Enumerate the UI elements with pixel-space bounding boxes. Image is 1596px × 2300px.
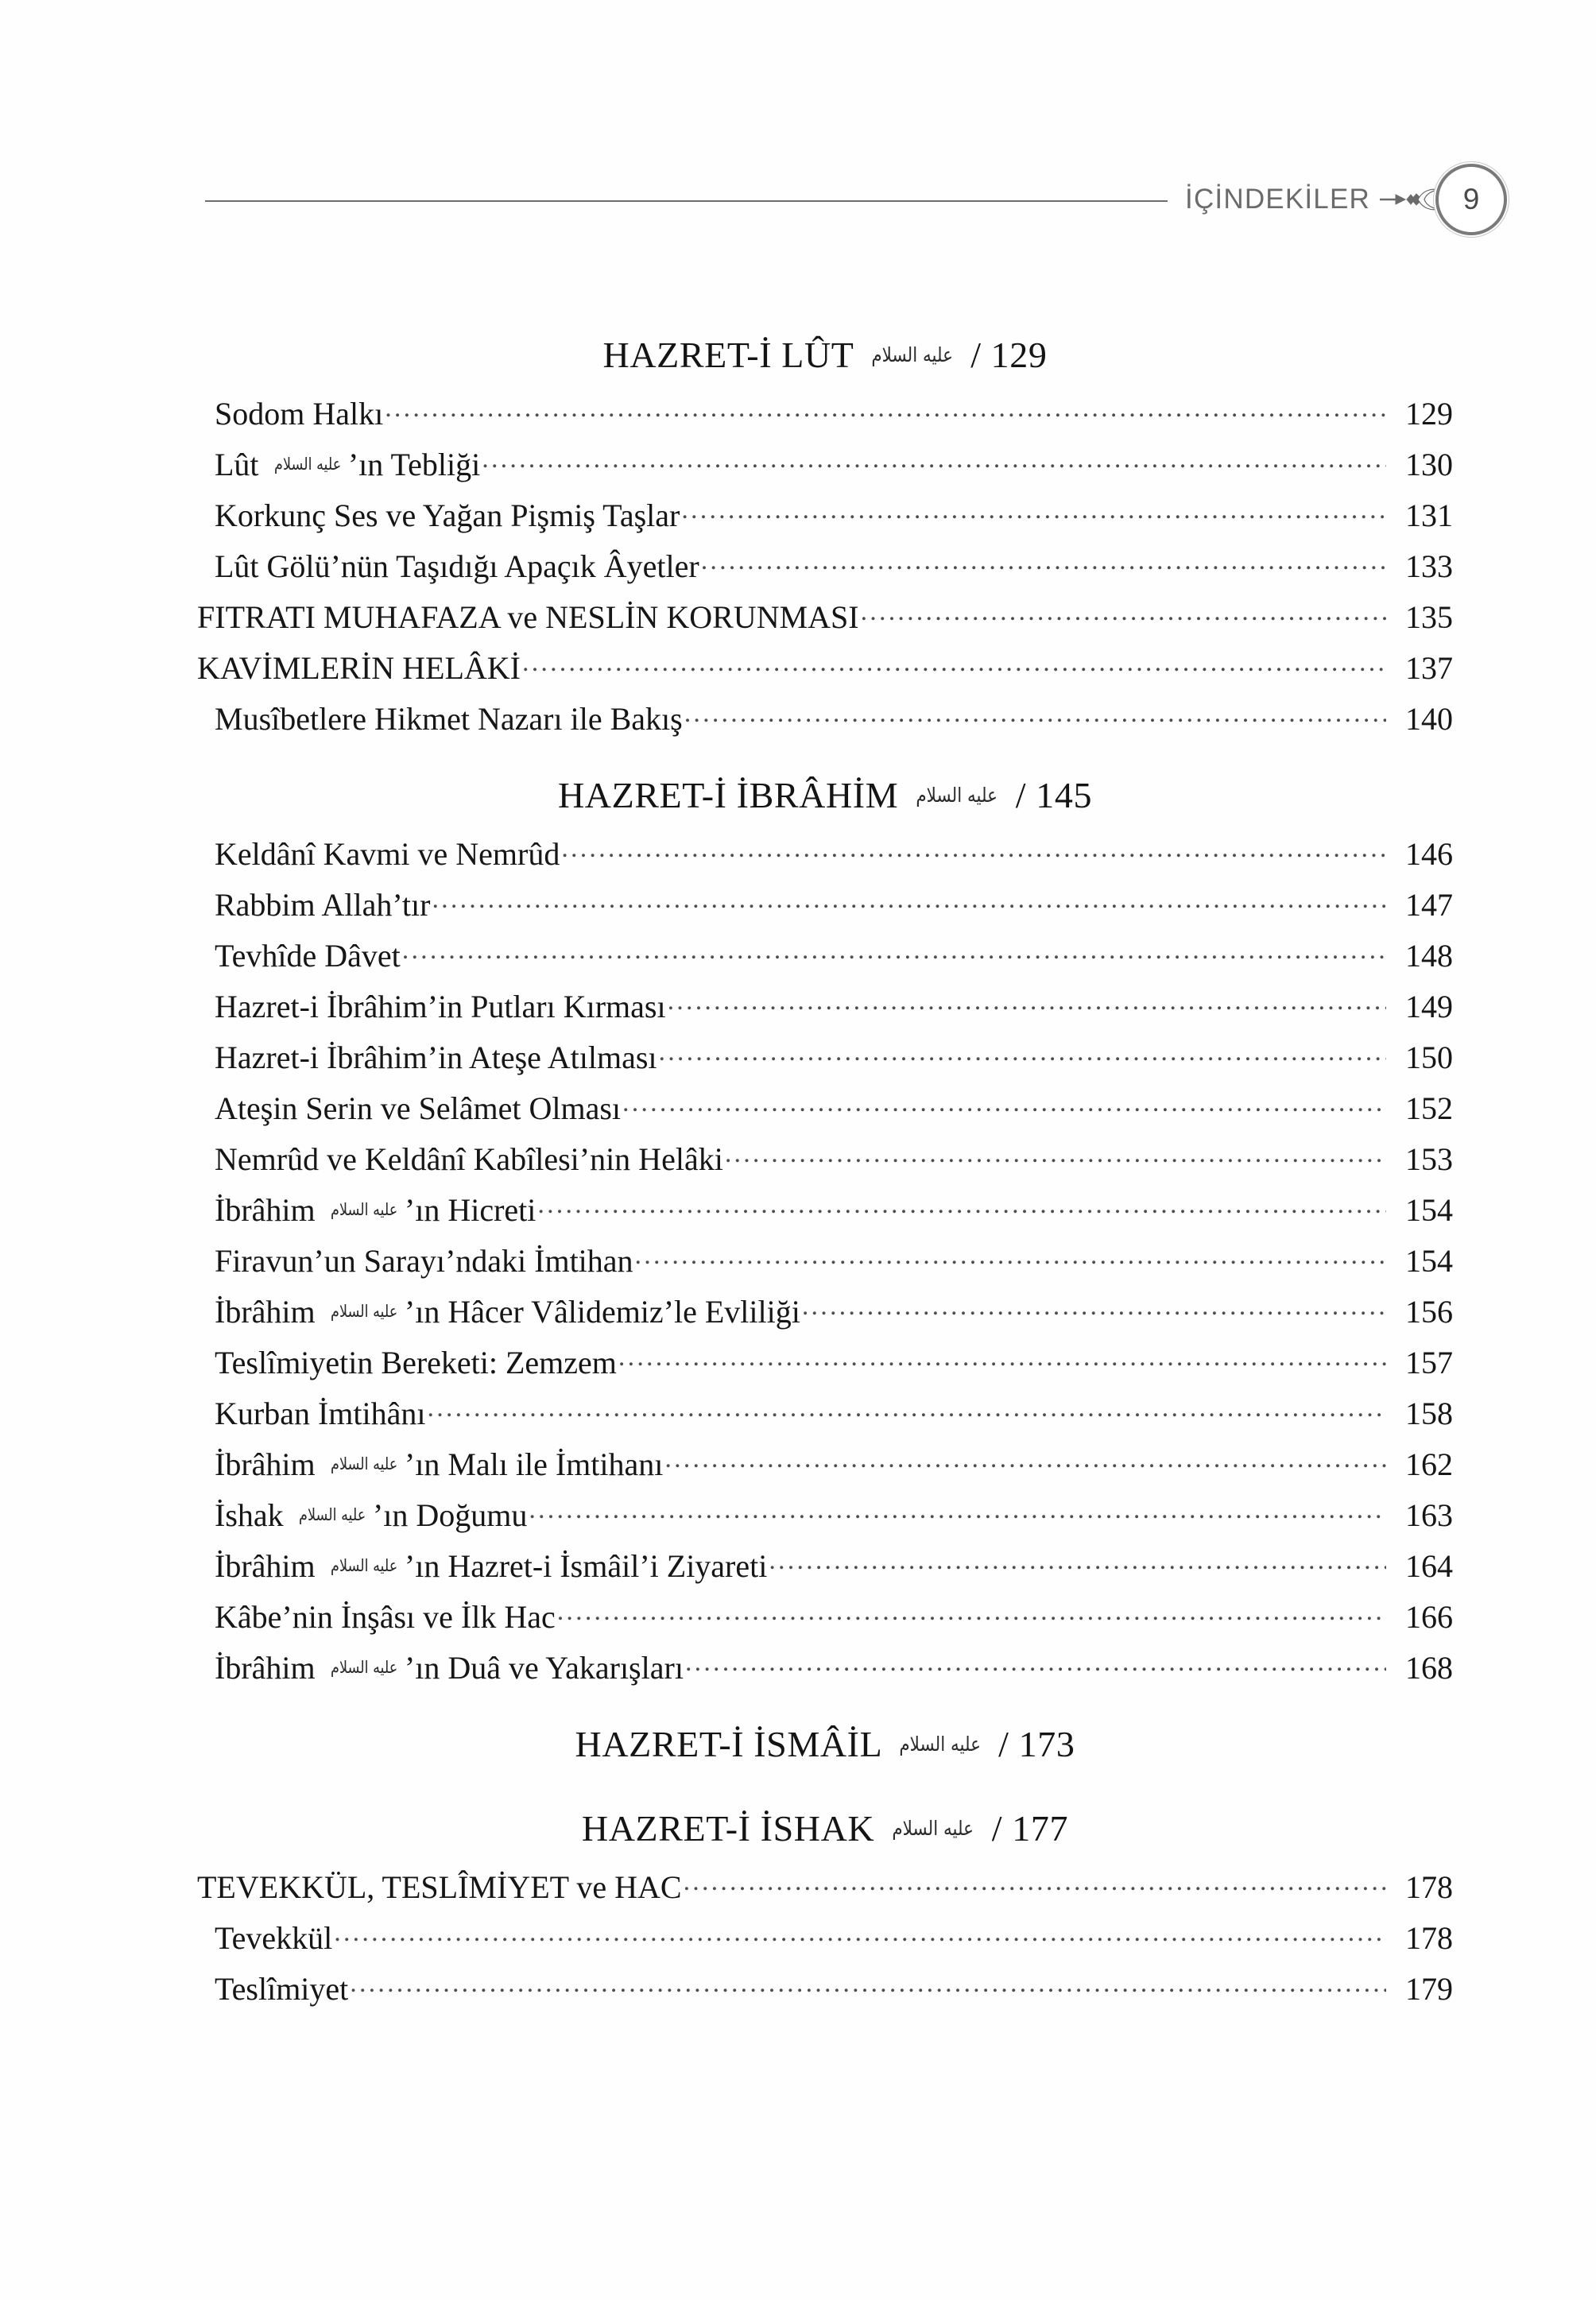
toc-entry-page-number: 135 <box>1405 599 1453 635</box>
toc-entry-label-text: İbrâhim <box>215 1650 323 1686</box>
honorific-glyph-icon: عليه السلام <box>916 783 998 807</box>
toc-entry-label: Firavun’un Sarayı’ndaki İmtihan <box>215 1243 633 1279</box>
toc-entry-label-text: ’ın Duâ ve Yakarışları <box>404 1650 684 1686</box>
toc-entry[interactable] <box>197 393 1453 430</box>
toc-entry[interactable] <box>197 1647 1453 1684</box>
toc-entry-page-number: 147 <box>1405 887 1453 923</box>
section-heading-title: HAZRET-İ LÛT <box>602 335 863 375</box>
toc-entry-page-number: 137 <box>1405 650 1453 686</box>
toc-entry-page-number: 152 <box>1405 1090 1453 1126</box>
toc-entry-page-number: 153 <box>1405 1141 1453 1177</box>
dot-leader <box>537 1189 1386 1221</box>
entry-gap <box>197 1684 1453 1698</box>
toc-entry-label <box>215 1192 537 1228</box>
toc-entry[interactable] <box>197 1866 1453 1903</box>
entry-gap <box>197 2005 1453 2019</box>
entry-gap <box>197 1954 1453 1968</box>
header-rule <box>205 200 1168 202</box>
section-heading <box>197 777 1453 814</box>
toc-entry-page-number: 157 <box>1405 1345 1453 1380</box>
toc-entry-label: Rabbim Allah’tır <box>215 887 431 923</box>
toc-entry-label <box>215 1548 768 1584</box>
toc-entry-label: Tevekkül <box>215 1920 333 1956</box>
entry-gap <box>197 684 1453 698</box>
heading-spacer <box>197 1782 1453 1810</box>
dot-leader <box>402 935 1386 966</box>
toc-entry[interactable] <box>197 545 1453 583</box>
toc-entry-page-number: 168 <box>1405 1650 1453 1686</box>
toc-entry-label-text: Lût <box>215 447 267 482</box>
ornamental-divider-icon <box>1380 184 1439 215</box>
toc-entry-label-text: ’ın Hâcer Vâlidemiz’le Evliliği <box>404 1294 800 1330</box>
toc-entry-label <box>215 449 480 481</box>
section-heading-page: / 129 <box>961 335 1048 375</box>
dot-leader <box>385 393 1386 424</box>
entry-gap <box>197 1277 1453 1291</box>
dot-leader <box>701 545 1386 577</box>
toc-entry-label: Lût Gölü’nün Taşıdığı Apaçık Âyetler <box>215 548 699 584</box>
entry-gap <box>197 735 1453 749</box>
entry-gap <box>197 430 1453 443</box>
header-title: İÇİNDEKİLER <box>1185 184 1370 215</box>
heading-spacer <box>197 749 1453 777</box>
toc-entry-page-number: 150 <box>1405 1040 1453 1075</box>
dot-leader <box>529 1494 1386 1526</box>
toc-entry[interactable] <box>197 1392 1453 1430</box>
toc-entry-page-number: 130 <box>1405 447 1453 482</box>
dot-leader <box>618 1342 1386 1373</box>
dot-leader <box>482 443 1386 475</box>
toc-entry-label <box>215 1497 528 1533</box>
entry-gap <box>197 1125 1453 1138</box>
honorific-glyph-icon: عليه السلام <box>273 455 341 474</box>
toc-entry[interactable] <box>197 1189 1453 1226</box>
toc-entry-label-text: ’ın Malı ile İmtihanı <box>404 1446 664 1482</box>
toc-entry-page-number: 154 <box>1405 1243 1453 1279</box>
entry-gap <box>197 1379 1453 1392</box>
entry-gap <box>197 1481 1453 1494</box>
entry-gap <box>197 633 1453 647</box>
toc-entry-page-number: 162 <box>1405 1446 1453 1482</box>
entry-gap <box>197 1582 1453 1596</box>
toc-entry[interactable] <box>197 935 1453 972</box>
honorific-glyph-icon: عليه السلام <box>899 1732 981 1756</box>
toc-entry-page-number: 164 <box>1405 1548 1453 1584</box>
heading-spacer-bottom <box>197 814 1453 833</box>
section-heading-title: HAZRET-İ İBRÂHİM <box>557 775 908 815</box>
toc-entry-label: TEVEKKÜL, TESLÎMİYET ve HAC <box>197 1869 682 1905</box>
dot-leader <box>769 1545 1386 1577</box>
entry-gap <box>197 1430 1453 1443</box>
entry-gap <box>197 1903 1453 1917</box>
dot-leader <box>685 1647 1386 1679</box>
toc-entry-label-text: İshak <box>215 1497 292 1533</box>
toc-entry-label-text: ’ın Hicreti <box>404 1192 537 1228</box>
entry-gap <box>197 583 1453 596</box>
dot-leader <box>668 985 1386 1017</box>
dot-leader <box>557 1596 1386 1628</box>
toc-entry[interactable] <box>197 647 1453 684</box>
toc-entry-label-text: İbrâhim <box>215 1294 323 1330</box>
toc-entry[interactable] <box>197 1443 1453 1481</box>
heading-spacer-bottom <box>197 374 1453 393</box>
honorific-glyph-icon: عليه السلام <box>330 1556 397 1576</box>
dot-leader <box>635 1240 1386 1272</box>
toc-entry-label-text: İbrâhim <box>215 1446 323 1482</box>
toc-entry-label-text: ’ın Doğumu <box>372 1497 528 1533</box>
running-header <box>0 156 1596 243</box>
toc-entry-page-number: 179 <box>1405 1971 1453 2007</box>
entry-gap <box>197 870 1453 884</box>
toc-entry-label: Ateşin Serin ve Selâmet Olması <box>215 1090 622 1126</box>
section-heading <box>197 1726 1453 1763</box>
toc-entry-page-number: 140 <box>1405 701 1453 737</box>
dot-leader <box>802 1291 1386 1322</box>
dot-leader <box>725 1138 1386 1170</box>
table-of-contents <box>197 308 1453 2019</box>
entry-gap <box>197 481 1453 494</box>
toc-entry-label: Keldânî Kavmi ve Nemrûd <box>215 836 560 872</box>
heading-spacer-bottom <box>197 1847 1453 1866</box>
toc-entry-label: Musîbetlere Hikmet Nazarı ile Bakış <box>215 701 683 737</box>
dot-leader <box>659 1036 1386 1068</box>
toc-entry[interactable] <box>197 1596 1453 1633</box>
entry-gap <box>197 1328 1453 1342</box>
dot-leader <box>684 1866 1386 1898</box>
section-heading <box>197 1810 1453 1847</box>
toc-entry-label-text: İbrâhim <box>215 1192 323 1228</box>
toc-entry[interactable] <box>197 833 1453 870</box>
toc-entry-label: Tevhîde Dâvet <box>215 938 401 974</box>
dot-leader <box>432 884 1386 916</box>
toc-entry[interactable] <box>197 985 1453 1023</box>
dot-leader <box>522 647 1386 679</box>
dot-leader <box>561 833 1386 865</box>
honorific-glyph-icon: عليه السلام <box>330 1200 397 1220</box>
dot-leader <box>334 1917 1386 1949</box>
toc-entry[interactable] <box>197 1138 1453 1175</box>
toc-entry[interactable] <box>197 443 1453 481</box>
toc-entry-label: Kâbe’nin İnşâsı ve İlk Hac <box>215 1599 556 1635</box>
toc-entry-label: Teslîmiyet <box>215 1971 349 2007</box>
honorific-glyph-icon: عليه السلام <box>330 1302 397 1322</box>
toc-entry[interactable] <box>197 1917 1453 1954</box>
toc-entry[interactable] <box>197 1291 1453 1328</box>
section-heading-page: / 177 <box>982 1808 1069 1849</box>
toc-entry-label: Korkunç Ses ve Yağan Pişmiş Taşlar <box>215 498 680 533</box>
toc-entry-label: Teslîmiyetin Bereketi: Zemzem <box>215 1345 617 1380</box>
dot-leader <box>664 1443 1386 1475</box>
toc-entry[interactable] <box>197 1240 1453 1277</box>
entry-gap <box>197 1633 1453 1647</box>
honorific-glyph-icon: عليه السلام <box>330 1454 397 1474</box>
toc-entry-page-number: 178 <box>1405 1869 1453 1905</box>
toc-entry-label: FITRATI MUHAFAZA ve NESLİN KORUNMASI <box>197 599 859 635</box>
toc-entry-label <box>215 1652 684 1684</box>
toc-entry[interactable] <box>197 1342 1453 1379</box>
section-heading-title: HAZRET-İ İSMÂİL <box>575 1724 891 1764</box>
honorific-glyph-icon: عليه السلام <box>871 343 953 366</box>
honorific-glyph-icon: عليه السلام <box>298 1505 366 1525</box>
toc-entry-label: KAVİMLERİN HELÂKİ <box>197 650 521 686</box>
toc-entry-label-text: İbrâhim <box>215 1548 323 1584</box>
entry-gap <box>197 1531 1453 1545</box>
toc-entry[interactable] <box>197 1494 1453 1531</box>
section-heading <box>197 337 1453 374</box>
toc-entry[interactable] <box>197 698 1453 735</box>
toc-entry-page-number: 129 <box>1405 396 1453 432</box>
toc-entry-label <box>215 1446 664 1482</box>
toc-entry-page-number: 131 <box>1405 498 1453 533</box>
toc-entry-label: Kurban İmtihânı <box>215 1396 426 1431</box>
toc-entry-page-number: 163 <box>1405 1497 1453 1533</box>
entry-gap <box>197 972 1453 985</box>
toc-entry-page-number: 146 <box>1405 836 1453 872</box>
honorific-glyph-icon: عليه السلام <box>892 1816 974 1840</box>
toc-entry[interactable] <box>197 596 1453 633</box>
dot-leader <box>622 1087 1386 1119</box>
toc-entry-label <box>215 1296 800 1328</box>
entry-gap <box>197 921 1453 935</box>
dot-leader <box>350 1968 1386 2000</box>
toc-entry-page-number: 156 <box>1405 1294 1453 1330</box>
honorific-glyph-icon: عليه السلام <box>330 1658 397 1678</box>
entry-gap <box>197 1074 1453 1087</box>
toc-entry-label-text: ’ın Tebliği <box>347 447 481 482</box>
entry-gap <box>197 1226 1453 1240</box>
entry-gap <box>197 532 1453 545</box>
toc-entry[interactable] <box>197 884 1453 921</box>
toc-entry-page-number: 166 <box>1405 1599 1453 1635</box>
toc-entry-page-number: 148 <box>1405 938 1453 974</box>
heading-spacer-bottom <box>197 1763 1453 1782</box>
toc-entry[interactable] <box>197 1968 1453 2005</box>
dot-leader <box>861 596 1386 628</box>
toc-entry-page-number: 149 <box>1405 989 1453 1024</box>
toc-entry-page-number: 178 <box>1405 1920 1453 1956</box>
section-heading-title: HAZRET-İ İSHAK <box>581 1808 885 1849</box>
section-heading-page: / 145 <box>1005 775 1093 815</box>
toc-entry-label: Hazret-i İbrâhim’in Putları Kırması <box>215 989 666 1024</box>
toc-entry-page-number: 158 <box>1405 1396 1453 1431</box>
toc-entry-label: Sodom Halkı <box>215 396 384 432</box>
entry-gap <box>197 1023 1453 1036</box>
toc-entry[interactable] <box>197 494 1453 532</box>
toc-entry-label: Nemrûd ve Keldânî Kabîlesi’nin Helâki <box>215 1141 723 1177</box>
toc-entry-page-number: 133 <box>1405 548 1453 584</box>
entry-gap <box>197 1175 1453 1189</box>
section-heading-page: / 173 <box>989 1724 1075 1764</box>
toc-entry-label-text: ’ın Hazret-i İsmâil’i Ziyareti <box>404 1548 768 1584</box>
dot-leader <box>684 698 1386 730</box>
heading-spacer <box>197 1698 1453 1726</box>
toc-entry[interactable] <box>197 1087 1453 1125</box>
dot-leader <box>681 494 1386 526</box>
dot-leader <box>428 1392 1387 1424</box>
toc-entry-label: Hazret-i İbrâhim’in Ateşe Atılması <box>215 1040 657 1075</box>
toc-entry-page-number: 154 <box>1405 1192 1453 1228</box>
toc-entry[interactable] <box>197 1036 1453 1074</box>
page-number-badge: 9 <box>1435 164 1507 235</box>
toc-entry[interactable] <box>197 1545 1453 1582</box>
heading-spacer <box>197 308 1453 337</box>
